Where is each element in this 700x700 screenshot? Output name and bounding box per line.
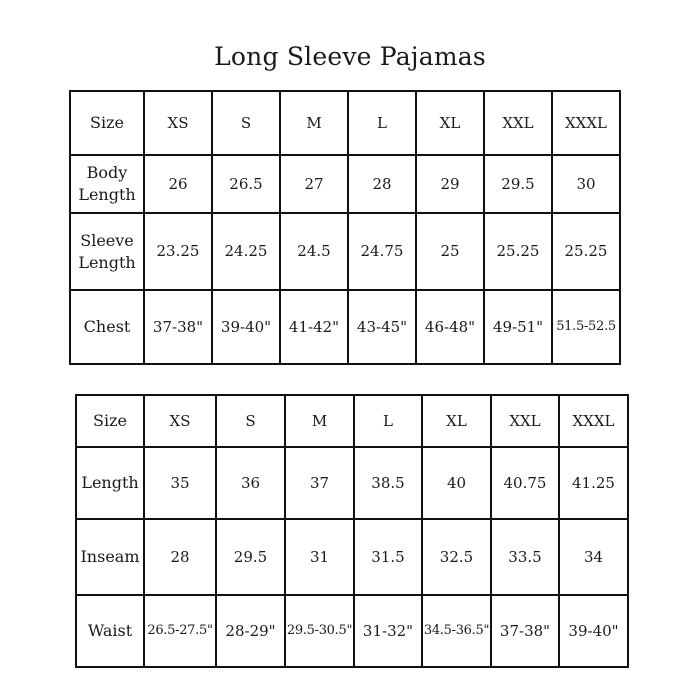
size-header-cell: XXXL [559,395,628,447]
size-header-cell: S [216,395,285,447]
table-row [76,519,628,595]
table-cell: 33.5 [491,519,559,595]
table-cell: 25 [416,213,484,290]
size-header-cell: M [280,91,348,155]
table-row [76,447,628,519]
top-size-table [69,90,621,365]
table-cell: 30 [552,155,620,213]
table-cell: 24.25 [212,213,280,290]
table-cell: 27 [280,155,348,213]
table-cell: 32.5 [422,519,491,595]
table-cell: 37 [285,447,354,519]
table-cell: 41.25 [559,447,628,519]
size-header-cell: XL [422,395,491,447]
table-row [70,213,620,290]
table-cell: 39-40" [559,595,628,667]
table-cell: 34.5-36.5" [422,595,491,667]
table-row [76,595,628,667]
size-header-label: Size [76,395,144,447]
table-cell: 29.5 [484,155,552,213]
table-cell: 29.5-30.5" [285,595,354,667]
size-header-cell: XXXL [552,91,620,155]
size-header-cell: L [348,91,416,155]
table-cell: 23.25 [144,213,212,290]
table-cell: 26.5-27.5" [144,595,216,667]
row-label: Inseam [76,519,144,595]
table-row [70,290,620,364]
table-row [70,155,620,213]
page-title: Long Sleeve Pajamas [214,42,486,71]
table-cell: 46-48" [416,290,484,364]
table-cell: 40.75 [491,447,559,519]
bottom-size-table [75,394,629,668]
table-cell: 41-42" [280,290,348,364]
table-cell: 26.5 [212,155,280,213]
table-cell: 35 [144,447,216,519]
table-cell: 38.5 [354,447,422,519]
header-row [76,395,628,447]
table-cell: 29 [416,155,484,213]
size-header-cell: XS [144,395,216,447]
size-header-cell: S [212,91,280,155]
table-cell: 28-29" [216,595,285,667]
size-header-cell: XXL [491,395,559,447]
table-cell: 25.25 [484,213,552,290]
size-header-cell: M [285,395,354,447]
row-label: Body Length [70,155,144,213]
table-cell: 49-51" [484,290,552,364]
table-cell: 26 [144,155,212,213]
row-label: Sleeve Length [70,213,144,290]
table-cell: 24.5 [280,213,348,290]
size-header-cell: XXL [484,91,552,155]
table-cell: 34 [559,519,628,595]
table-cell: 37-38" [144,290,212,364]
size-header-cell: XS [144,91,212,155]
header-row [70,91,620,155]
size-header-label: Size [70,91,144,155]
table-cell: 40 [422,447,491,519]
table-cell: 25.25 [552,213,620,290]
row-label: Waist [76,595,144,667]
size-header-cell: XL [416,91,484,155]
table-cell: 29.5 [216,519,285,595]
table-cell: 36 [216,447,285,519]
table-cell: 43-45" [348,290,416,364]
row-label: Chest [70,290,144,364]
table-cell: 39-40" [212,290,280,364]
table-cell: 37-38" [491,595,559,667]
row-label: Length [76,447,144,519]
table-cell: 31-32" [354,595,422,667]
table-cell: 24.75 [348,213,416,290]
table-cell: 31 [285,519,354,595]
size-header-cell: L [354,395,422,447]
table-cell: 31.5 [354,519,422,595]
table-cell: 28 [144,519,216,595]
table-cell: 28 [348,155,416,213]
table-cell: 51.5-52.5 [552,290,620,364]
